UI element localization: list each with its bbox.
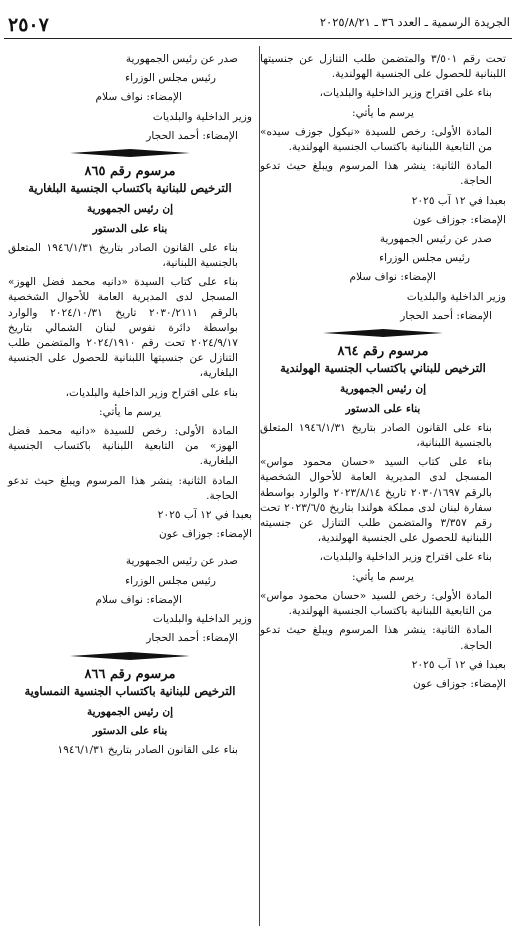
article-1: المادة الأولى: رخص للسيد «حسان محمود مواس» من التابعية اللبنانية باكتساب الجنسية الهولندية. (260, 589, 492, 618)
paragraph: بناء على القانون الصادر بتاريخ ١٩٤٦/١/٣١ (57, 744, 238, 757)
signature: الإمضاء: جوزاف عون (413, 677, 506, 690)
minister-signature: الإمضاء: أحمد الحجار (146, 129, 238, 142)
issued-by: صدر عن رئيس الجمهورية (125, 53, 238, 65)
pm-signature: الإمضاء: نواف سلام (349, 271, 436, 284)
paragraph: بناء على اقتراح وزير الداخلية والبلديات، (319, 551, 492, 564)
paragraph: بناء على كتاب السيدة «دانيه محمد فضل الهوز» المسجل لدى المديرية العامة للأحوال الشخصية بالرقم ٢٠٣٠/٢١١١ تاريخ ٢٠٢٤/١٠/٣١ والوارد بواسطة دائرة نفوس لبنان الشمالي بتاريخ ٢٠٢٤/٩/١٧ تحت رقم ٢٠٢٤/١٩١٠ والمتضمن طلب التنازل عن جنسيتها اللبنانية للحصول على الجنسية البلغارية، (8, 276, 239, 380)
article-1: المادة الأولى: رخص للسيدة «نيكول جوزف سيده» من التابعية اللبنانية باكتساب الجنسية الهولندية. (260, 125, 492, 154)
minister-title: وزير الداخلية والبلديات (406, 290, 506, 303)
decree-date: بعبدا في ١٢ آب ٢٠٢٥ (157, 509, 252, 522)
signature: الإمضاء: جوزاف عون (413, 213, 506, 226)
minister-signature: الإمضاء: أحمد الحجار (146, 632, 238, 645)
minister-title: وزير الداخلية والبلديات (152, 110, 252, 123)
issued-by: صدر عن رئيس الجمهورية (379, 233, 492, 246)
decree-subtitle: الترخيص للبنانية باكتساب الجنسية النمساوية (24, 683, 236, 698)
decree-title: مرسوم رقم ٨٦٥ (84, 164, 176, 180)
president-heading: إن رئيس الجمهورية (86, 705, 174, 718)
paragraph: بناء على القانون الصادر بتاريخ ١٩٤٦/١/٣١ المتعلق بالجنسية اللبنانية، (8, 241, 238, 270)
president-heading: إن رئيس الجمهورية (86, 203, 174, 216)
section-divider (260, 328, 506, 338)
pm-title: رئيس مجلس الوزراء (125, 574, 216, 587)
constitution-heading: بناء على الدستور (92, 725, 168, 738)
paragraph: يرسم ما يأتي: (352, 570, 414, 583)
decree-title: مرسوم رقم ٨٦٤ (337, 344, 429, 360)
decree-title: مرسوم رقم ٨٦٦ (84, 666, 176, 682)
pm-signature: الإمضاء: نواف سلام (95, 91, 182, 104)
president-heading: إن رئيس الجمهورية (339, 383, 427, 396)
page-header (0, 0, 516, 38)
paragraph: بناء على القانون الصادر بتاريخ ١٩٤٦/١/٣١ المتعلق بالجنسية اللبنانية، (260, 421, 492, 450)
minister-title: وزير الداخلية والبلديات (152, 613, 252, 626)
paragraph: يرسم ما يأتي: (352, 106, 414, 119)
constitution-heading: بناء على الدستور (345, 402, 421, 415)
paragraph: تحت رقم ٣/٥٠١ والمتضمن طلب التنازل عن جنسيتها اللبنانية للحصول على الجنسية الهولندية. (260, 53, 506, 81)
header-rule (4, 38, 512, 39)
paragraph: بناء على كتاب السيد «حسان محمود مواس» المسجل لدى المديرية العامة للأحوال الشخصية بالرقم ٢٠٣٠/١٦٩٧ تاريخ ٢٠٢٣/٨/١٤ والوارد بواسطة سفارة لبنان لدى مملكة هولندا بتاريخ ٢٠٢٣/٦/٥ تحت رقم ٣/٣٥٧ والمتضمن طلب التنازل عن جنسيته اللبنانية للحصول على الجنسية الهولندية، (260, 456, 492, 545)
pm-title: رئيس مجلس الوزراء (379, 252, 470, 265)
page-number: ٢٥٠٧ (8, 14, 49, 36)
decree-subtitle: الترخيص للبنانية باكتساب الجنسية البلغارية (28, 181, 232, 196)
minister-signature: الإمضاء: أحمد الحجار (400, 309, 492, 322)
article-1: المادة الأولى: رخص للسيدة «دانيه محمد فضل الهوز» من التابعية اللبنانية باكتساب الجنسية البلغارية. (8, 425, 238, 468)
signature: الإمضاء: جوزاف عون (159, 528, 252, 541)
left-column (8, 52, 252, 763)
section-divider (8, 651, 252, 661)
article-2: المادة الثانية: ينشر هذا المرسوم ويبلغ حيث تدعو الحاجة. (260, 624, 492, 652)
gazette-title: الجريدة الرسمية ـ العدد ٣٦ ـ ٢٠٢٥/٨/٢١ (319, 15, 510, 29)
paragraph: بناء على اقتراح وزير الداخلية والبلديات، (319, 87, 492, 100)
pm-signature: الإمضاء: نواف سلام (95, 593, 182, 606)
constitution-heading: بناء على الدستور (92, 222, 168, 235)
paragraph: يرسم ما يأتي: (99, 405, 161, 418)
decree-date: بعبدا في ١٢ آب ٢٠٢٥ (411, 194, 506, 207)
decree-date: بعبدا في ١٢ آب ٢٠٢٥ (411, 658, 506, 671)
section-divider (8, 148, 252, 158)
decree-subtitle: الترخيص للبناني باكتساب الجنسية الهولندية (280, 361, 486, 376)
paragraph: بناء على اقتراح وزير الداخلية والبلديات، (65, 386, 238, 399)
pm-title: رئيس مجلس الوزراء (125, 72, 216, 85)
right-column (260, 52, 506, 696)
article-2: المادة الثانية: ينشر هذا المرسوم ويبلغ حيث تدعو الحاجة. (8, 474, 238, 502)
issued-by: صدر عن رئيس الجمهورية (125, 555, 238, 568)
article-2: المادة الثانية: ينشر هذا المرسوم ويبلغ حيث تدعو الحاجة. (260, 160, 492, 188)
